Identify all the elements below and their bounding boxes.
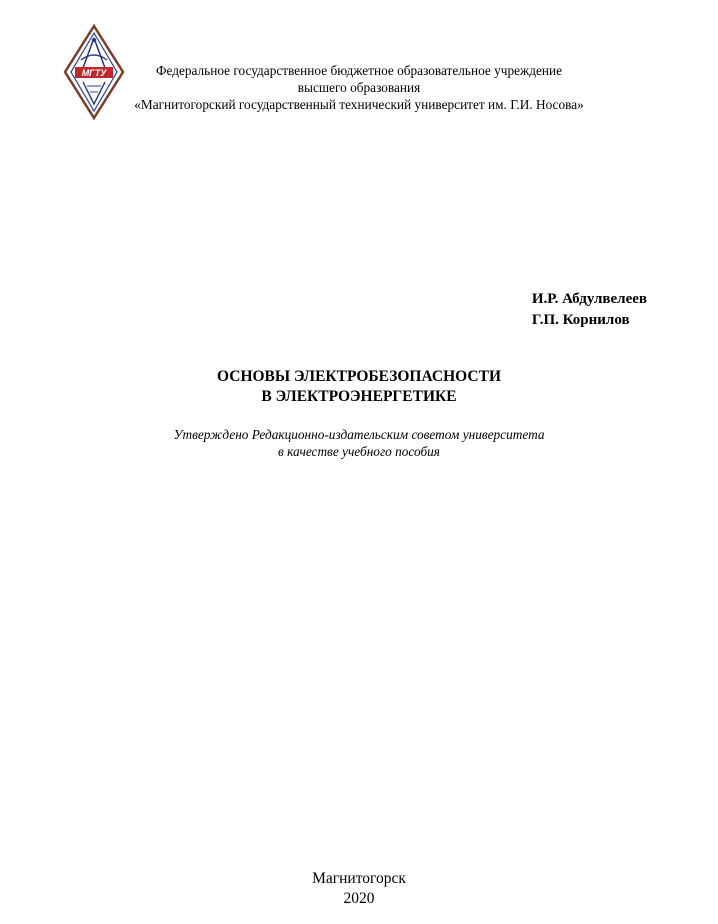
authors-block — [532, 289, 647, 331]
title-line-1: ОСНОВЫ ЭЛЕКТРОБЕЗОПАСНОСТИ — [217, 368, 501, 385]
document-title — [0, 367, 718, 407]
institution-header — [100, 62, 618, 113]
logo-text: МГТУ — [81, 68, 107, 78]
header-line-1: Федеральное государственное бюджетное образовательное учреждение — [155, 63, 562, 78]
header-line-2: высшего образования — [297, 80, 421, 95]
publication-footer — [0, 869, 718, 909]
author-2: Г.П. Корнилов — [531, 312, 630, 328]
title-line-2: В ЭЛЕКТРОЭНЕРГЕТИКЕ — [261, 388, 457, 405]
publication-city: Магнитогорск — [312, 870, 406, 887]
header-line-3: «Магнитогорский государственный технический университет им. Г.И. Носова» — [134, 97, 584, 112]
publication-year: 2020 — [343, 890, 375, 907]
approval-line-2: в качестве учебного пособия — [278, 444, 440, 459]
author-1: И.Р. Абдулвелеев — [531, 291, 647, 307]
approval-note — [0, 426, 718, 460]
approval-line-1: Утверждено Редакционно-издательским советом университета — [173, 427, 545, 442]
